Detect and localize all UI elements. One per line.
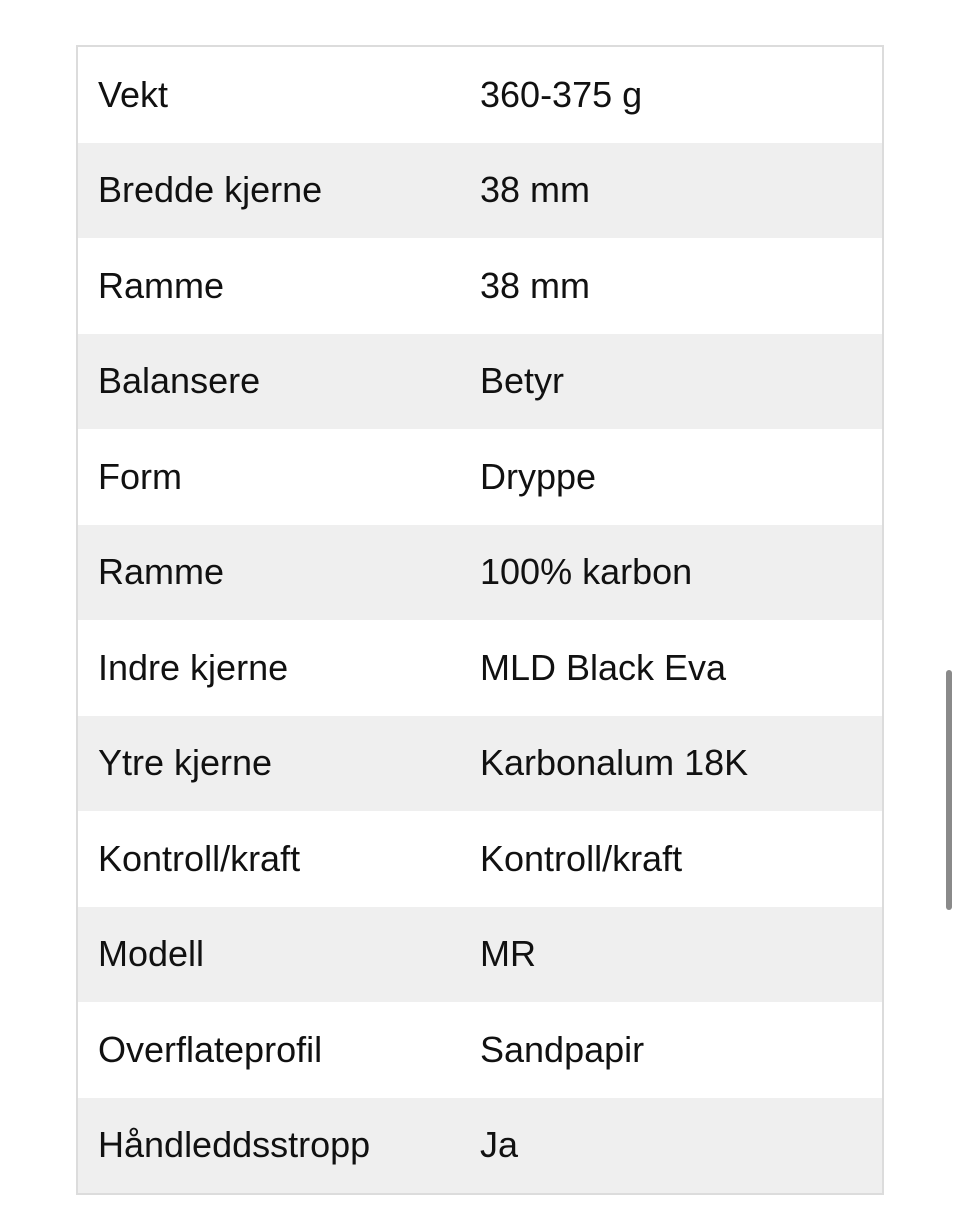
spec-table (76, 45, 884, 1195)
spec-value: Dryppe (480, 455, 597, 497)
spec-label: Håndleddsstropp (98, 1124, 371, 1166)
spec-value: 38 mm (480, 264, 591, 306)
spec-value: Kontroll/kraft (480, 837, 683, 879)
table-row (78, 143, 882, 239)
spec-label: Modell (98, 933, 205, 975)
table-row (78, 1098, 882, 1194)
spec-label: Balansere (98, 360, 261, 402)
table-row (78, 716, 882, 812)
spec-value: 360-375 g (480, 73, 643, 115)
table-row (78, 811, 882, 907)
spec-label: Ramme (98, 551, 225, 593)
spec-label: Bredde kjerne (98, 169, 323, 211)
spec-value: MR (480, 933, 536, 975)
spec-label: Indre kjerne (98, 646, 289, 688)
table-row (78, 334, 882, 430)
spec-value: Ja (480, 1124, 519, 1166)
spec-value: 38 mm (480, 169, 591, 211)
spec-value: Sandpapir (480, 1028, 645, 1070)
spec-label: Kontroll/kraft (98, 837, 301, 879)
spec-value: MLD Black Eva (480, 646, 727, 688)
table-row (78, 47, 882, 143)
table-row (78, 620, 882, 716)
table-row (78, 238, 882, 334)
table-row (78, 429, 882, 525)
spec-label: Form (98, 455, 182, 497)
spec-label: Vekt (98, 73, 169, 115)
table-row (78, 1002, 882, 1098)
spec-value: Karbonalum 18K (480, 742, 749, 784)
spec-label: Ramme (98, 264, 225, 306)
spec-label: Overflateprofil (98, 1028, 323, 1070)
table-row (78, 525, 882, 621)
spec-label: Ytre kjerne (98, 742, 273, 784)
spec-value: Betyr (480, 360, 565, 402)
spec-value: 100% karbon (480, 551, 693, 593)
scrollbar-thumb[interactable] (946, 670, 952, 910)
table-row (78, 907, 882, 1003)
